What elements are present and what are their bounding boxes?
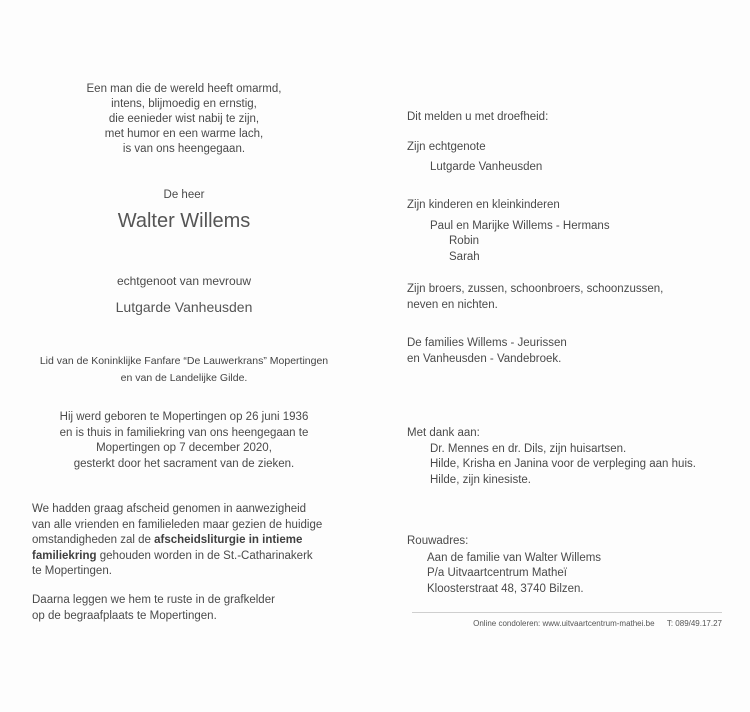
grandchild-entry: Sarah [449,250,480,263]
poem-line: met humor en een warme lach, [104,128,264,140]
burial-line: Daarna leggen we hem te ruste in de grafkelder [32,594,275,606]
address-heading: Rouwadres: [407,535,469,547]
siblings-line: neven en nichten. [407,298,498,311]
title-prefix: De heer [163,189,205,201]
footer [412,619,722,628]
families-section [407,336,737,367]
birth-line: en is thuis in familiekring van ons heengegaan te [59,426,309,439]
thanks-entry: Dr. Mennes en dr. Dils, zijn huisartsen. [430,442,627,455]
thanks-heading: Met dank aan: [407,427,480,439]
thanks-entry: Hilde, zijn kinesiste. [430,473,531,486]
farewell-line [32,549,352,565]
families-line: De families Willems - Jeurissen [407,337,567,349]
farewell-line: te Mopertingen. [32,565,112,577]
spouse-entry: Lutgarde Vanheusden [430,160,543,173]
poem [0,82,368,157]
children-section [407,198,737,265]
spouse-section [407,140,737,175]
poem-line: die eenieder wist nabij te zijn, [108,113,260,125]
farewell-emphasis: afscheidsliturgie in intieme [154,534,303,546]
membership-line: en van de Landelijke Gilde. [120,372,248,384]
burial-paragraph [32,593,352,624]
birth-line: gesterkt door het sacrament van de zieken. [73,457,295,470]
phone-number: T: 089/49.17.27 [666,619,722,628]
children-heading: Zijn kinderen en kleinkinderen [407,199,560,211]
deceased-name: Walter Willems [117,210,251,232]
farewell-text: gehouden worden in de St.-Catharinakerk [96,549,313,562]
spouse-intro: echtgenoot van mevrouw [116,274,252,288]
address-line: P/a Uitvaartcentrum Matheï [427,567,567,579]
grandchild-entry: Robin [449,235,480,247]
farewell-line: van alle vrienden en familieleden maar gezien de huidige [32,518,323,531]
membership [0,353,368,387]
birth-death-info [0,410,368,472]
address-line: Aan de familie van Walter Willems [427,551,602,564]
condolence-link[interactable]: Online condoleren: www.uitvaartcentrum-mathei.be [473,619,655,628]
farewell-line [32,533,352,549]
burial-line: op de begraafplaats te Mopertingen. [32,609,217,622]
birth-line: Mopertingen op 7 december 2020, [96,442,272,454]
thanks-section [407,426,737,488]
siblings-line: Zijn broers, zussen, schoonbroers, schoonzussen, [407,283,664,295]
children-entry: Paul en Marijke Willems - Hermans [430,219,610,232]
poem-line: is van ons heengegaan. [122,143,246,155]
address-line: Kloosterstraat 48, 3740 Bilzen. [427,582,584,595]
farewell-emphasis: familiekring [32,549,97,562]
announcement-intro: Dit melden u met droefheid: [407,111,549,123]
poem-line: intens, blijmoedig en ernstig, [111,98,257,110]
spouse-heading: Zijn echtgenote [407,141,486,153]
spouse-name: Lutgarde Vanheusden [115,299,253,315]
footer-divider [412,612,722,613]
families-line: en Vanheusden - Vandebroek. [407,352,562,365]
siblings-section [407,282,737,313]
farewell-paragraph [32,502,352,580]
poem-line: Een man die de wereld heeft omarmd, [86,83,282,95]
thanks-entry: Hilde, Krisha en Janina voor de verpleging aan huis. [430,458,696,470]
birth-line: Hij werd geboren te Mopertingen op 26 juni 1936 [59,411,309,423]
address-section [407,534,737,597]
membership-line: Lid van de Koninklijke Fanfare “De Lauwerkrans” Mopertingen [39,355,329,367]
farewell-text: omstandigheden zal de [32,534,155,546]
farewell-line: We hadden graag afscheid genomen in aanwezigheid [32,503,307,515]
